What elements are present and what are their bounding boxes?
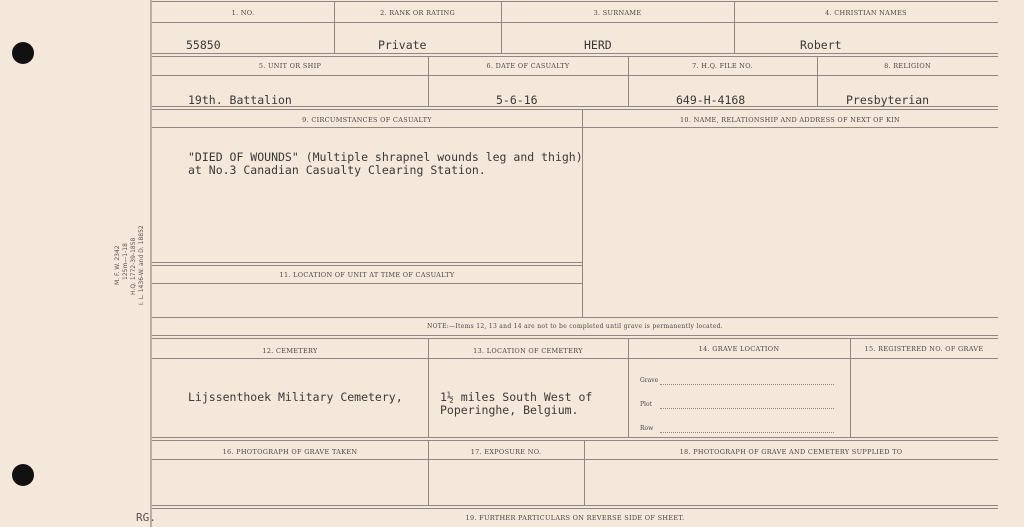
label-next-of-kin: 10. NAME, RELATIONSHIP AND ADDRESS OF NEXT OF KIN <box>679 116 900 124</box>
plot-dotted-line <box>660 407 834 409</box>
rule <box>152 358 998 359</box>
rule <box>152 505 998 506</box>
rule <box>152 508 998 509</box>
rule <box>152 317 998 318</box>
rg-mark: RG. <box>136 511 156 524</box>
value-religion: Presbyterian <box>846 93 930 107</box>
label-surname: 3. SURNAME <box>593 9 642 17</box>
label-further-particulars: 19. FURTHER PARTICULARS ON REVERSE SIDE OF SHEET. <box>465 514 685 522</box>
value-location-line1: 1½ miles South West of <box>440 390 593 404</box>
label-registered-no: 15. REGISTERED NO. OF GRAVE <box>864 345 984 353</box>
note-text: NOTE:—Items 12, 13 and 14 are not to be completed until grave is permanently located. <box>427 323 723 330</box>
label-location-of-unit: 11. LOCATION OF UNIT AT TIME OF CASUALTY <box>279 271 455 279</box>
value-cemetery: Lijssenthoek Military Cemetery, <box>188 390 403 404</box>
rule <box>582 109 583 317</box>
rule <box>152 265 582 266</box>
value-circumstances-line2: at No.3 Canadian Casualty Clearing Station. <box>188 163 486 177</box>
rule <box>152 440 998 441</box>
label-cemetery: 12. CEMETERY <box>262 347 318 355</box>
label-rank: 2. RANK OR RATING <box>380 9 455 17</box>
label-exposure-no: 17. EXPOSURE NO. <box>470 448 542 456</box>
value-circumstances-line1: "DIED OF WOUNDS" (Multiple shrapnel wounds leg and thigh) <box>188 150 583 164</box>
label-christian-names: 4. CHRISTIAN NAMES <box>825 9 907 17</box>
rule <box>152 338 998 339</box>
label-plot: Plot <box>640 401 652 408</box>
value-rank: Private <box>378 38 427 52</box>
label-grave: Grave <box>640 377 659 384</box>
value-surname: HERD <box>584 38 612 52</box>
rule <box>152 262 582 263</box>
value-location-line2: Poperinghe, Belgium. <box>440 403 579 417</box>
label-location-of-cemetery: 13. LOCATION OF CEMETERY <box>473 347 583 355</box>
side-note-3: H.Q. 1772-39-1858 <box>130 237 137 295</box>
label-row: Row <box>640 425 654 432</box>
label-grave-location: 14. GRAVE LOCATION <box>698 345 780 353</box>
label-photo-supplied: 18. PHOTOGRAPH OF GRAVE AND CEMETERY SUPPLIED TO <box>679 448 903 456</box>
rule <box>152 127 998 128</box>
label-date: 6. DATE OF CASUALTY <box>486 62 570 70</box>
rule <box>152 22 998 23</box>
value-hq-file: 649-H-4168 <box>676 93 746 107</box>
rule <box>152 335 998 336</box>
rule <box>152 459 998 460</box>
rule <box>152 109 998 110</box>
label-no: 1. NO. <box>231 9 255 17</box>
row-dotted-line <box>660 431 834 433</box>
side-note-4: I. L. 1436-W. and D. 18852 <box>138 225 145 305</box>
side-note-1: M. F. W. 2342 <box>114 245 121 285</box>
rule <box>152 283 582 284</box>
label-circumstances: 9. CIRCUMSTANCES OF CASUALTY <box>302 116 432 124</box>
binder-hole-bottom <box>12 464 34 486</box>
rule <box>152 53 998 54</box>
value-no: 55850 <box>186 38 221 52</box>
rule <box>152 56 998 57</box>
label-unit: 5. UNIT OR SHIP <box>258 62 322 70</box>
binder-hole-top <box>12 42 34 64</box>
grave-dotted-line <box>660 383 834 385</box>
label-hq-file: 7. H.Q. FILE NO. <box>692 62 753 70</box>
side-note-2: 125m—1-18 <box>122 243 129 280</box>
rule <box>152 75 998 76</box>
rule <box>152 437 998 438</box>
value-christian-names: Robert <box>800 38 842 52</box>
rule <box>152 1 998 2</box>
label-photo-taken: 16. PHOTOGRAPH OF GRAVE TAKEN <box>222 448 358 456</box>
label-religion: 8. RELIGION <box>884 62 931 70</box>
value-date: 5-6-16 <box>496 93 538 107</box>
value-unit: 19th. Battalion <box>188 93 292 107</box>
